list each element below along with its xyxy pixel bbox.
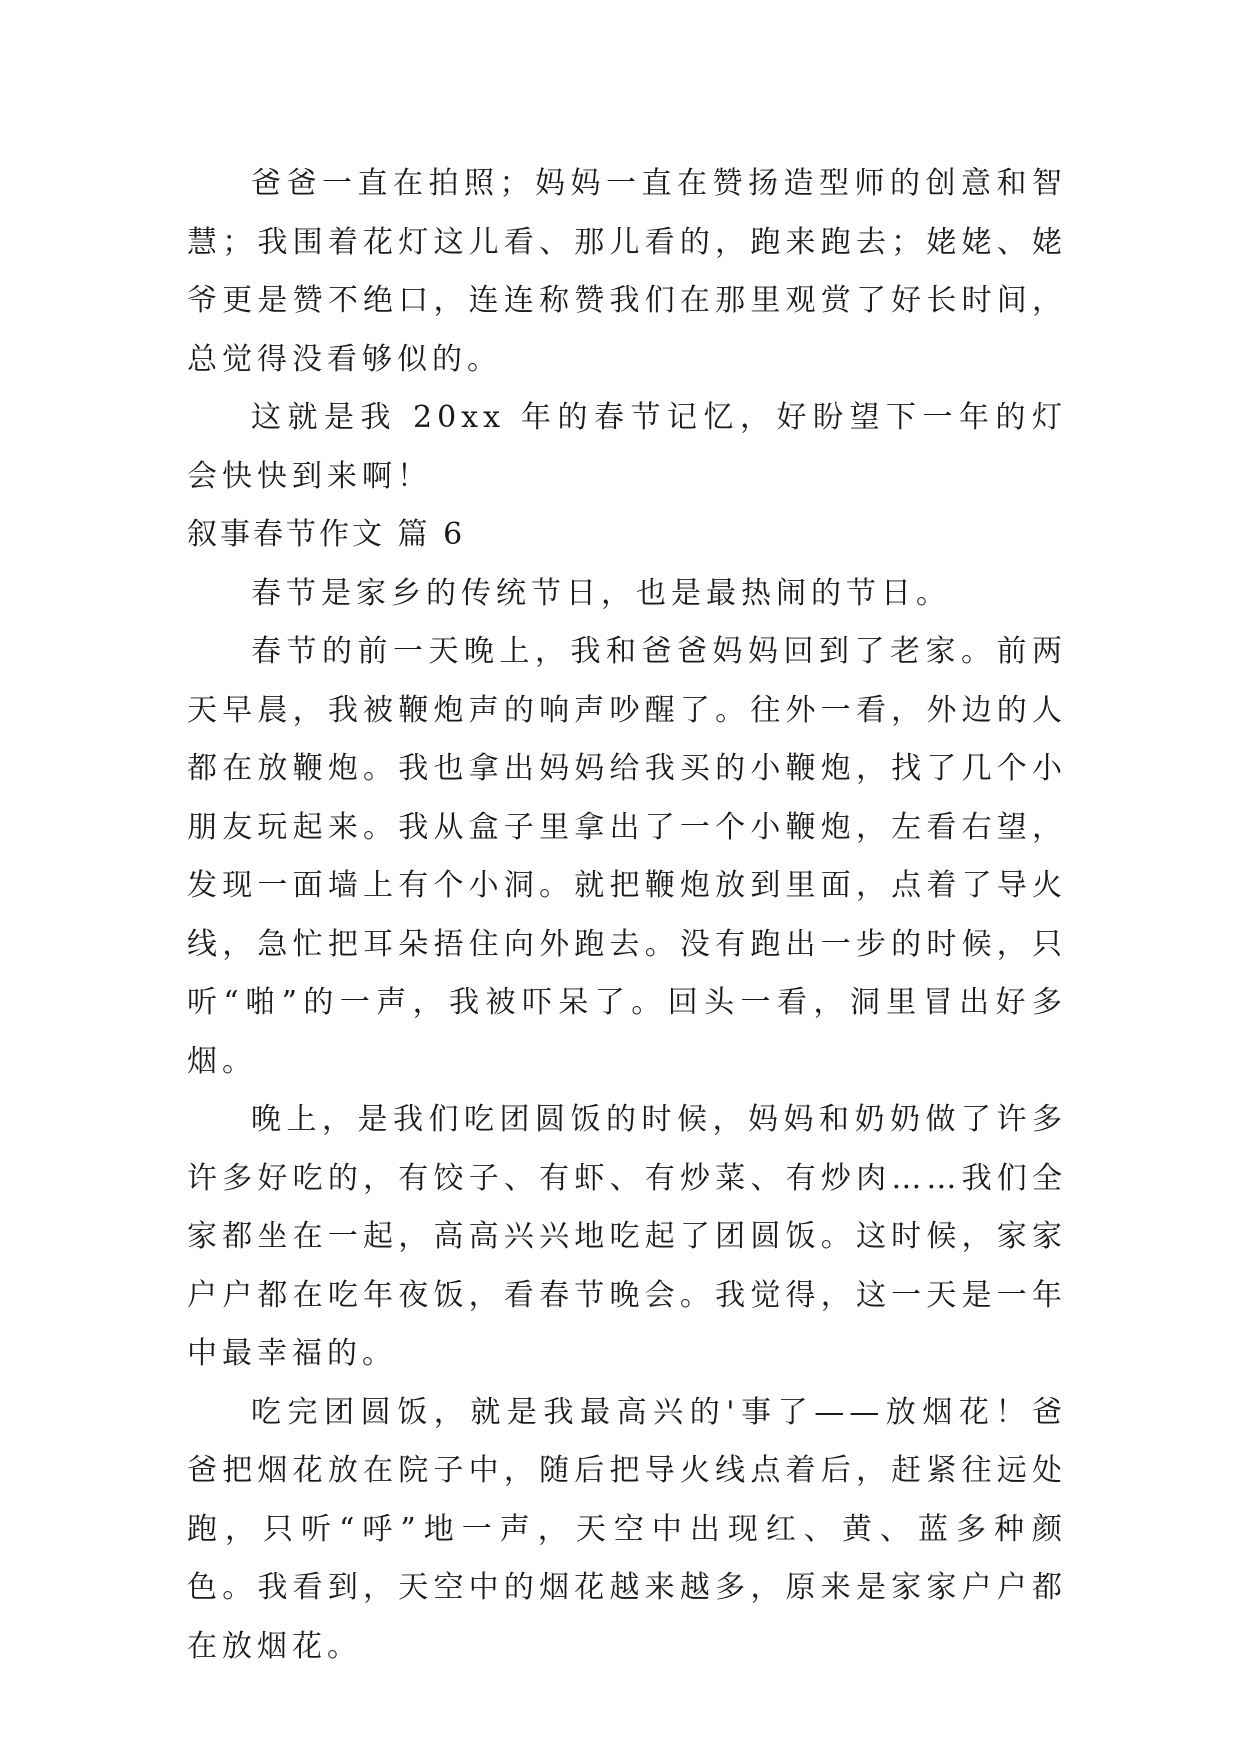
- document-body: [187, 155, 1067, 1676]
- paragraph-reunion-dinner: 晚上，是我们吃团圆饭的时候，妈妈和奶奶做了许多许多好吃的，有饺子、有虾、有炒菜、有炒肉……我们全家都坐在一起，高高兴兴地吃起了团圆饭。这时候，家家户户都在吃年夜饭，看春节晚会。我觉得，这一天是一年中最幸福的。: [187, 1102, 1067, 1371]
- paragraph-hometown-festival: 春节是家乡的传统节日，也是最热闹的节日。: [251, 575, 951, 611]
- paragraph-spring-festival-memory: 这就是我 20xx 年的春节记忆，好盼望下一年的灯会快快到来啊！: [187, 400, 1067, 494]
- paragraph-lantern-viewing: 爸爸一直在拍照；妈妈一直在赞扬造型师的创意和智慧；我围着花灯这儿看、那儿看的，跑来跑去；姥姥、姥爷更是赞不绝口，连连称赞我们在那里观赏了好长时间，总觉得没看够似的。: [187, 166, 1067, 377]
- paragraph-firecrackers: 春节的前一天晚上，我和爸爸妈妈回到了老家。前两天早晨，我被鞭炮声的响声吵醒了。往外一看，外边的人都在放鞭炮。我也拿出妈妈给我买的小鞭炮，找了几个小朋友玩起来。我从盒子里拿出了一个小鞭炮，左看右望，发现一面墙上有个小洞。就把鞭炮放到里面，点着了导火线，急忙把耳朵捂住向外跑去。没有跑出一步的时候，只听“啪”的一声，我被吓呆了。回头一看，洞里冒出好多烟。: [187, 634, 1067, 1079]
- section-heading: 叙事春节作文 篇 6: [187, 517, 466, 552]
- paragraph-fireworks: 吃完团圆饭，就是我最高兴的'事了——放烟花！爸爸把烟花放在院子中，随后把导火线点着后，赶紧往远处跑，只听“呼”地一声，天空中出现红、黄、蓝多种颜色。我看到，天空中的烟花越来越多，原来是家家户户都在放烟花。: [187, 1394, 1067, 1664]
